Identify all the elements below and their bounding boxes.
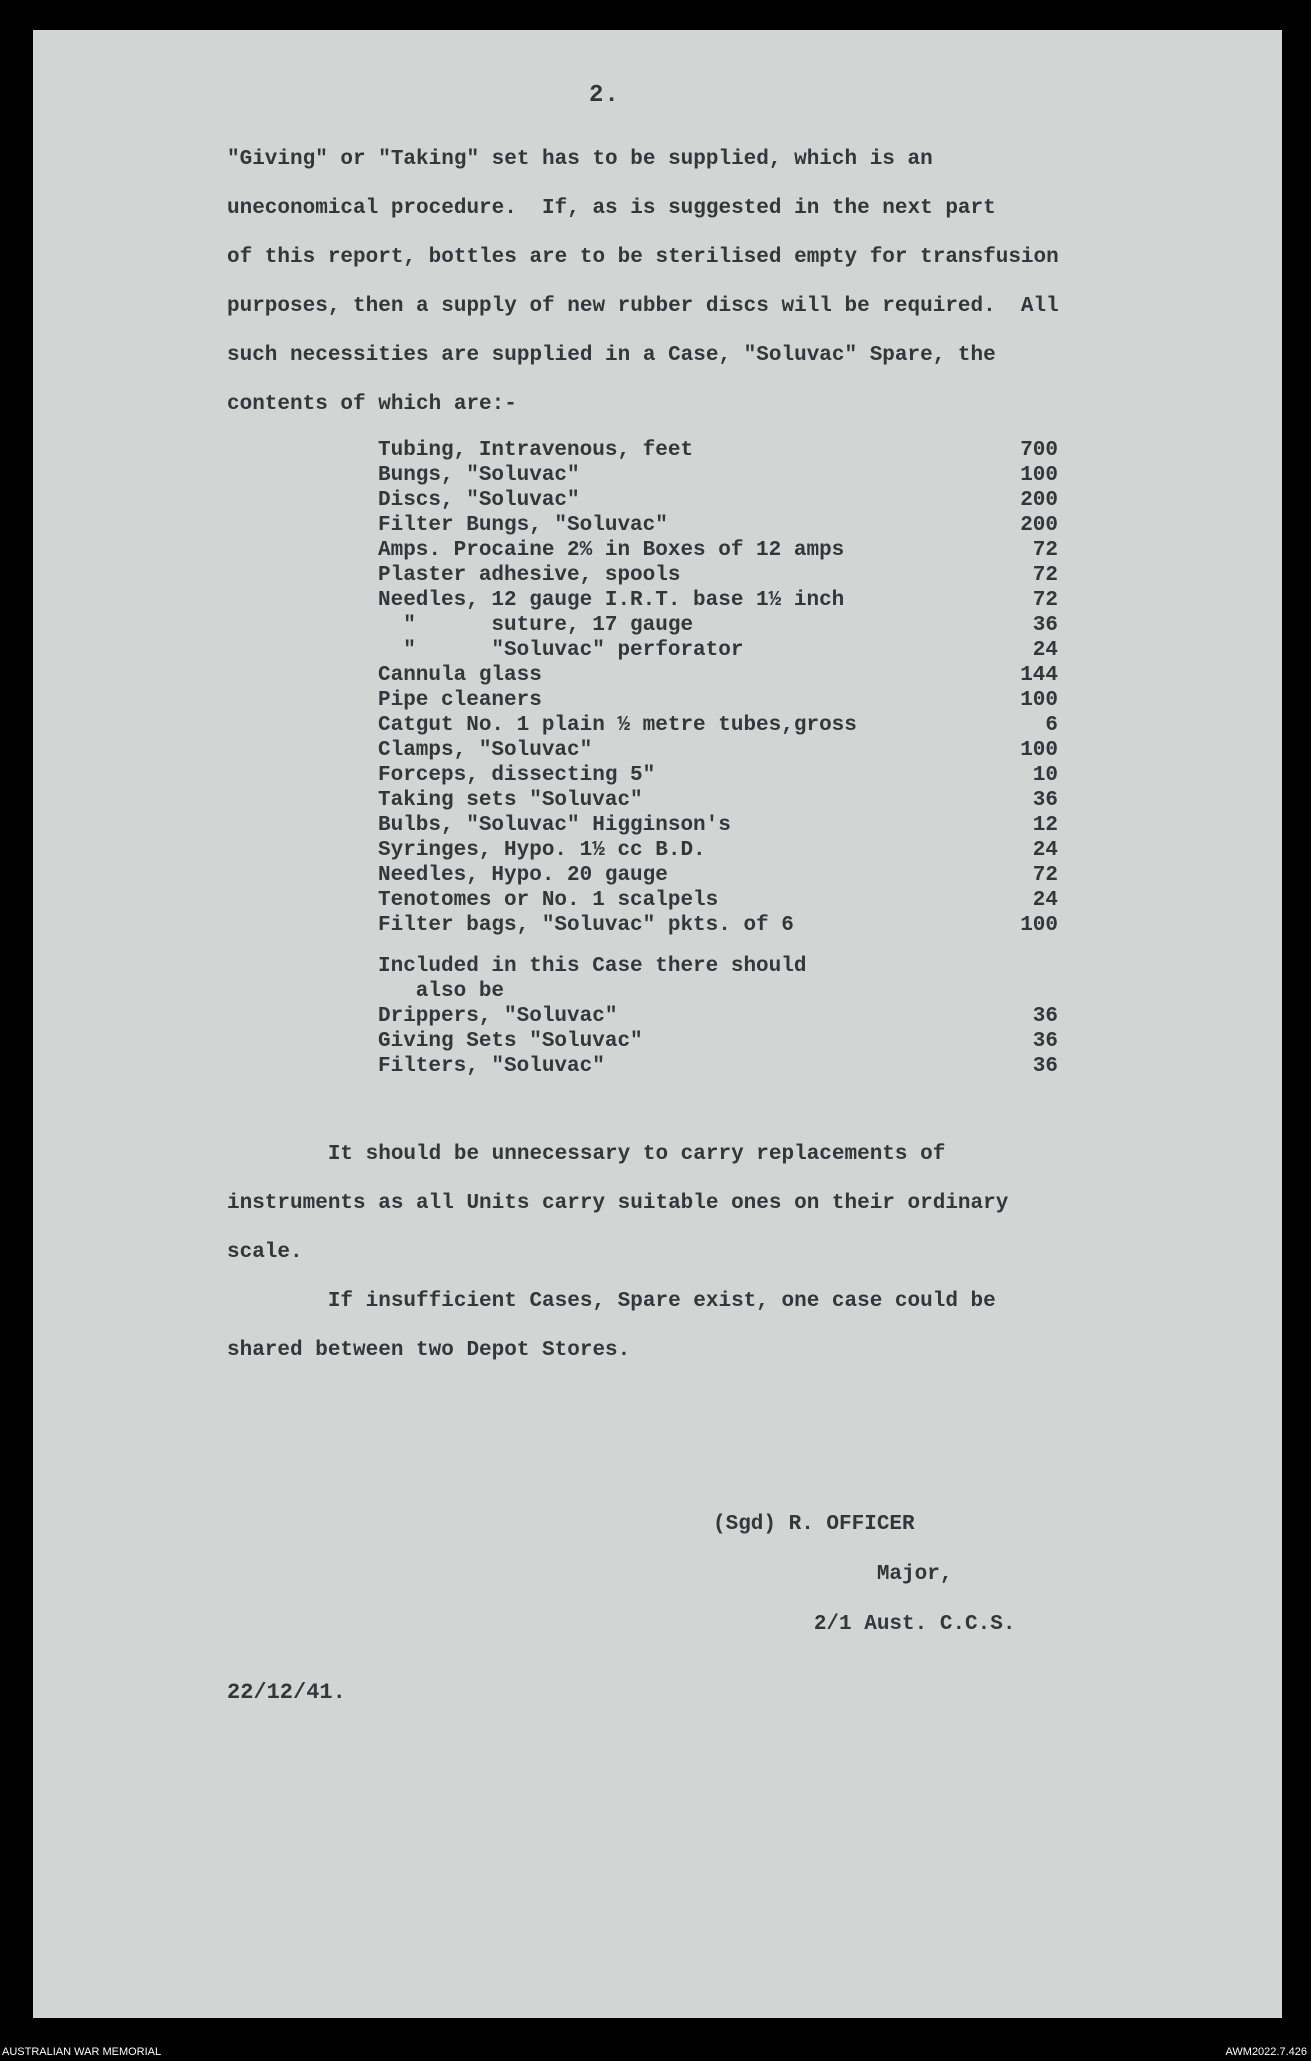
text-line: contents of which are:-: [227, 393, 517, 416]
item-description: Cannula glass: [378, 664, 542, 687]
text-line: "Giving" or "Taking" set has to be supplied, which is an: [227, 148, 933, 171]
list-item: [378, 913, 1058, 938]
item-description: Giving Sets "Soluvac": [378, 1030, 643, 1053]
list-item: [378, 1004, 1058, 1029]
list-item: [378, 863, 1058, 888]
item-description: Drippers, "Soluvac": [378, 1005, 618, 1028]
text-line: such necessities are supplied in a Case, "Soluvac" Spare, the: [227, 344, 996, 367]
text-line: instruments as all Units carry suitable ones on their ordinary: [227, 1192, 1009, 1215]
item-quantity: 72: [1032, 864, 1058, 887]
contents-list: [378, 438, 1058, 1079]
list-item: [378, 438, 1058, 463]
item-description: Needles, Hypo. 20 gauge: [378, 864, 668, 887]
item-description: Bulbs, "Soluvac" Higginson's: [378, 814, 731, 837]
item-quantity: 72: [1032, 564, 1058, 587]
list-item: [378, 588, 1058, 613]
item-quantity: 24: [1032, 889, 1058, 912]
page-number: 2.: [589, 82, 620, 109]
signature-rank: Major,: [713, 1563, 953, 1586]
list-item: [378, 738, 1058, 763]
item-quantity: 72: [1032, 539, 1058, 562]
list-item: [378, 563, 1058, 588]
item-quantity: 100: [1020, 464, 1058, 487]
item-quantity: 144: [1020, 664, 1058, 687]
list-item: [378, 488, 1058, 513]
item-description: Clamps, "Soluvac": [378, 739, 593, 762]
item-description: Bungs, "Soluvac": [378, 464, 580, 487]
item-description: Filter bags, "Soluvac" pkts. of 6: [378, 914, 794, 937]
text-line: scale.: [227, 1241, 303, 1264]
item-description: Syringes, Hypo. 1½ cc B.D.: [378, 839, 706, 862]
signature-unit: 2/1 Aust. C.C.S.: [713, 1613, 1016, 1636]
item-quantity: 100: [1020, 689, 1058, 712]
text-line: It should be unnecessary to carry replacements of: [227, 1143, 946, 1166]
item-description: Filter Bungs, "Soluvac": [378, 514, 668, 537]
item-quantity: 36: [1032, 789, 1058, 812]
list-item: [378, 538, 1058, 563]
item-quantity: 100: [1020, 914, 1058, 937]
list-item: [378, 763, 1058, 788]
signature-block: [713, 1500, 1015, 1650]
item-description: Tubing, Intravenous, feet: [378, 439, 694, 462]
item-quantity: 36: [1032, 1055, 1058, 1078]
item-description: Pipe cleaners: [378, 689, 542, 712]
text-line: of this report, bottles are to be sterilised empty for transfusion: [227, 246, 1059, 269]
item-quantity: 700: [1020, 439, 1058, 462]
item-quantity: 36: [1032, 1030, 1058, 1053]
item-description: Catgut No. 1 plain ½ metre tubes,gross: [378, 714, 857, 737]
item-quantity: 24: [1032, 839, 1058, 862]
list-item: [378, 1029, 1058, 1054]
list-item: [378, 688, 1058, 713]
item-description: Needles, 12 gauge I.R.T. base 1½ inch: [378, 589, 845, 612]
list-item: [378, 788, 1058, 813]
list-item: [378, 613, 1058, 638]
list-item: [378, 888, 1058, 913]
item-description: " suture, 17 gauge: [378, 614, 694, 637]
item-quantity: 200: [1020, 489, 1058, 512]
item-description: Tenotomes or No. 1 scalpels: [378, 889, 719, 912]
closing-paragraphs: [227, 1130, 1008, 1375]
item-quantity: 12: [1032, 814, 1058, 837]
list-item: [378, 813, 1058, 838]
intro-paragraph: [227, 135, 1059, 429]
item-quantity: 100: [1020, 739, 1058, 762]
text-line: If insufficient Cases, Spare exist, one case could be: [227, 1290, 996, 1313]
text-line: shared between two Depot Stores.: [227, 1339, 631, 1362]
document-date: 22/12/41.: [227, 1680, 346, 1705]
spacer: [378, 938, 1058, 954]
included-note: also be: [378, 980, 505, 1003]
signature-name: (Sgd) R. OFFICER: [713, 1513, 915, 1536]
included-note: Included in this Case there should: [378, 955, 807, 978]
item-description: " "Soluvac" perforator: [378, 639, 744, 662]
item-quantity: 72: [1032, 589, 1058, 612]
list-item: [378, 463, 1058, 488]
item-description: Taking sets "Soluvac": [378, 789, 643, 812]
item-description: Discs, "Soluvac": [378, 489, 580, 512]
text-line: purposes, then a supply of new rubber discs will be required. All: [227, 295, 1059, 318]
list-item: [378, 713, 1058, 738]
item-description: Filters, "Soluvac": [378, 1055, 605, 1078]
item-quantity: 6: [1045, 714, 1058, 737]
item-description: Plaster adhesive, spools: [378, 564, 681, 587]
item-description: Amps. Procaine 2% in Boxes of 12 amps: [378, 539, 845, 562]
list-item: [378, 638, 1058, 663]
list-item: [378, 838, 1058, 863]
list-item: [378, 1054, 1058, 1079]
list-item: [378, 663, 1058, 688]
item-quantity: 24: [1032, 639, 1058, 662]
item-quantity: 10: [1032, 764, 1058, 787]
item-quantity: 36: [1032, 614, 1058, 637]
item-quantity: 36: [1032, 1005, 1058, 1028]
text-line: uneconomical procedure. If, as is suggested in the next part: [227, 197, 996, 220]
document-page: [33, 30, 1282, 2018]
item-quantity: 200: [1020, 514, 1058, 537]
list-item: [378, 513, 1058, 538]
footer-source: AUSTRALIAN WAR MEMORIAL: [2, 2046, 162, 2058]
item-description: Forceps, dissecting 5": [378, 764, 656, 787]
footer-accession-number: AWM2022.7.426: [1225, 2046, 1307, 2058]
